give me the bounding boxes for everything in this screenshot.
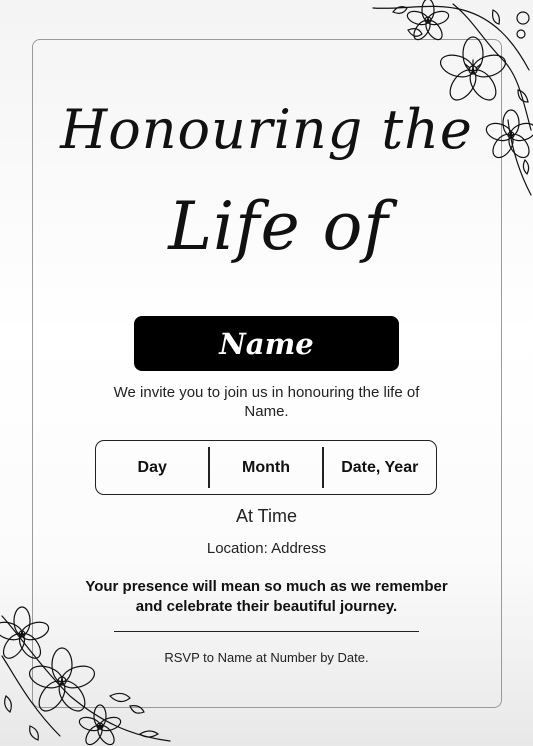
title-line-2: Life of — [168, 188, 389, 265]
date-month: Month — [242, 458, 290, 476]
event-location: Location: Address — [206, 540, 327, 557]
event-time: At Time — [235, 506, 297, 526]
presence-message: Your presence will mean so much as we remember and celebrate their beautiful journey. — [85, 578, 448, 615]
rsvp-text: RSVP to Name at Number by Date. — [164, 650, 369, 665]
title-line-1: Honouring the — [60, 98, 473, 161]
name-banner — [134, 316, 399, 371]
deceased-name: Name — [219, 326, 314, 361]
date-year: Date, Year — [341, 458, 419, 476]
date-box — [95, 440, 437, 495]
divider-line — [114, 631, 419, 632]
date-day: Day — [137, 458, 167, 476]
invite-text: We invite you to join us in honouring the life of Name. — [113, 384, 420, 420]
floral-corner-bottom-left-icon — [0, 596, 180, 746]
